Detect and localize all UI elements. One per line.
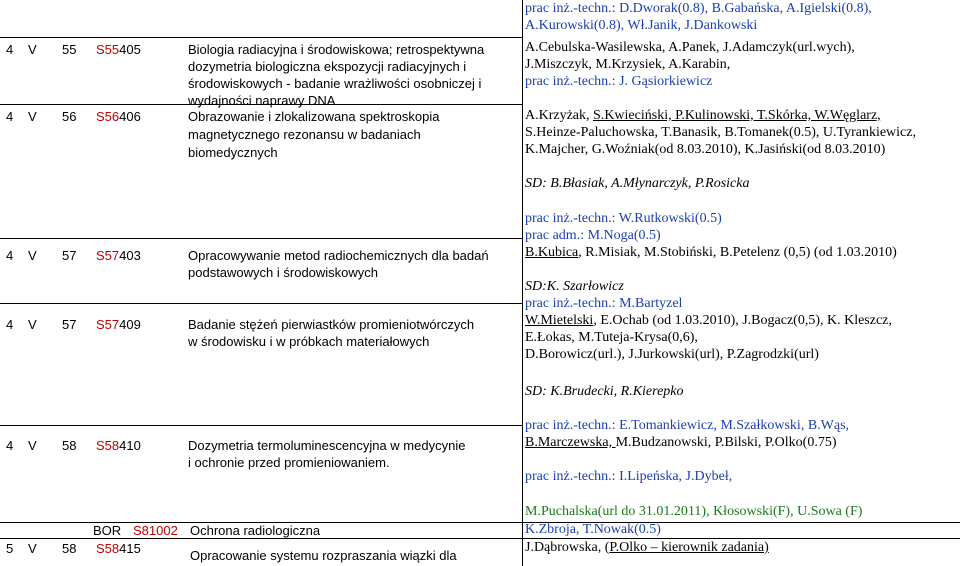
staff-line: SD: K.Brudecki, R.Kierepko [525,384,684,399]
staff-line: K.Majcher, G.Woźniak(od 8.03.2010), K.Jasiński(od 8.03.2010) [525,142,886,157]
task-title: wydajności naprawy DNA [188,93,336,108]
task-title: i ochronie przed promieniowaniem. [188,455,390,470]
staff-line: prac inż.-techn.: D.Dworak(0.8), B.Gabańska, A.Igielski(0.8), [525,1,872,16]
num-cell: 58 [62,541,77,556]
task-title: Opracowywanie metod radiochemicznych dla badań [188,248,489,263]
code-cell: S58415 [96,541,141,556]
column-divider [522,0,523,566]
staff-line: J.Dąbrowska, (P.Olko – kierownik zadania) [525,540,769,555]
term-cell: V [28,42,37,57]
sem-cell: 4 [6,109,14,124]
row-divider [0,303,522,304]
term-cell: V [28,109,37,124]
staff-line: B.Kubica, R.Misiak, M.Stobiński, B.Petelenz (0,5) (od 1.03.2010) [525,245,897,260]
code-cell: S55405 [96,42,141,57]
task-title: środowiskowych - badanie wrażliwości osobniczej i [188,76,482,91]
staff-line: prac inż.-techn.: E.Tomankiewicz, M.Szałkowski, B.Wąs, [525,418,850,433]
sem-cell: 5 [6,541,14,556]
num-cell: 55 [62,42,77,57]
term-cell: V [28,438,37,453]
staff-line: prac inż.-techn.: I.Lipeńska, J.Dybeł, [525,469,733,484]
staff-line: A.Cebulska-Wasilewska, A.Panek, J.Adamczyk(url.wych), [525,40,855,55]
term-cell: V [28,541,37,556]
task-title: Dozymetria termoluminescencyjna w medycynie [188,438,466,453]
sem-cell: 4 [6,438,14,453]
task-title: Badanie stężeń pierwiastków promieniotwórczych [188,317,475,332]
staff-line: SD:K. Szarłowicz [525,279,624,294]
sem-cell: 4 [6,248,14,263]
staff-line: W.Mietelski, E.Ochab (od 1.03.2010), J.Bogacz(0,5), K. Kleszcz, [525,313,892,328]
task-title: w środowisku i w próbkach materiałowych [188,334,430,349]
task-title: dozymetria biologiczna ekspozycji radiacyjnych i [188,59,467,74]
task-title: Opracowanie systemu rozpraszania wiązki dla [190,548,457,563]
num-cell: 58 [62,438,77,453]
row-divider [0,238,522,239]
term-cell: V [28,248,37,263]
task-title: Ochrona radiologiczna [190,523,321,538]
staff-line: E.Łokas, M.Tuteja-Krysa(0,6), [525,330,698,345]
row-divider [0,37,522,38]
task-title: podstawowych i środowiskowych [188,265,379,280]
staff-line: S.Heinze-Paluchowska, T.Banasik, B.Tomanek(0.5), U.Tyrankiewicz, [525,125,916,140]
num-cell: 57 [62,317,77,332]
num-cell: 56 [62,109,77,124]
staff-line: D.Borowicz(url.), J.Jurkowski(url), P.Zagrodzki(url) [525,347,819,362]
staff-line: prac adm.: M.Noga(0.5) [525,228,661,243]
code-cell: S57409 [96,317,141,332]
num-cell: 57 [62,248,77,263]
staff-line: B.Marczewska, M.Budzanowski, P.Bilski, P.Olko(0.75) [525,435,837,450]
staff-line: K.Zbroja, T.Nowak(0.5) [525,522,661,537]
task-title: magnetycznego rezonansu w badaniach [188,127,421,142]
staff-line: prac inż.-techn.: J. Gąsiorkiewicz [525,74,713,89]
code-cell: S57403 [96,248,141,263]
code-cell: S56406 [96,109,141,124]
task-title: Obrazowanie i zlokalizowana spektroskopia [188,109,440,124]
row-divider [0,425,522,426]
task-title: biomedycznych [188,145,278,160]
code-cell: S81002 [133,523,178,538]
staff-line: SD: B.Błasiak, A.Młynarczyk, P.Rosicka [525,176,750,191]
staff-line: A.Kurowski(0.8), Wł.Janik, J.Dankowski [525,18,758,33]
bor-label: BOR [93,523,122,538]
sem-cell: 4 [6,42,14,57]
staff-line: prac inż.-techn.: M.Bartyzel [525,296,683,311]
staff-line: prac inż.-techn.: W.Rutkowski(0.5) [525,211,722,226]
sem-cell: 4 [6,317,14,332]
staff-line: J.Miszczyk, M.Krzysiek, A.Karabin, [525,57,731,72]
staff-line: A.Krzyżak, S.Kwieciński, P.Kulinowski, T.Skórka, W.Węglarz, [525,108,881,123]
term-cell: V [28,317,37,332]
code-cell: S58410 [96,438,141,453]
staff-column [525,0,960,566]
staff-line: M.Puchalska(url do 31.01.2011), Kłosowski(F), U.Sowa (F) [525,504,863,519]
task-title: Biologia radiacyjna i środowiskowa; retrospektywna [188,42,485,57]
